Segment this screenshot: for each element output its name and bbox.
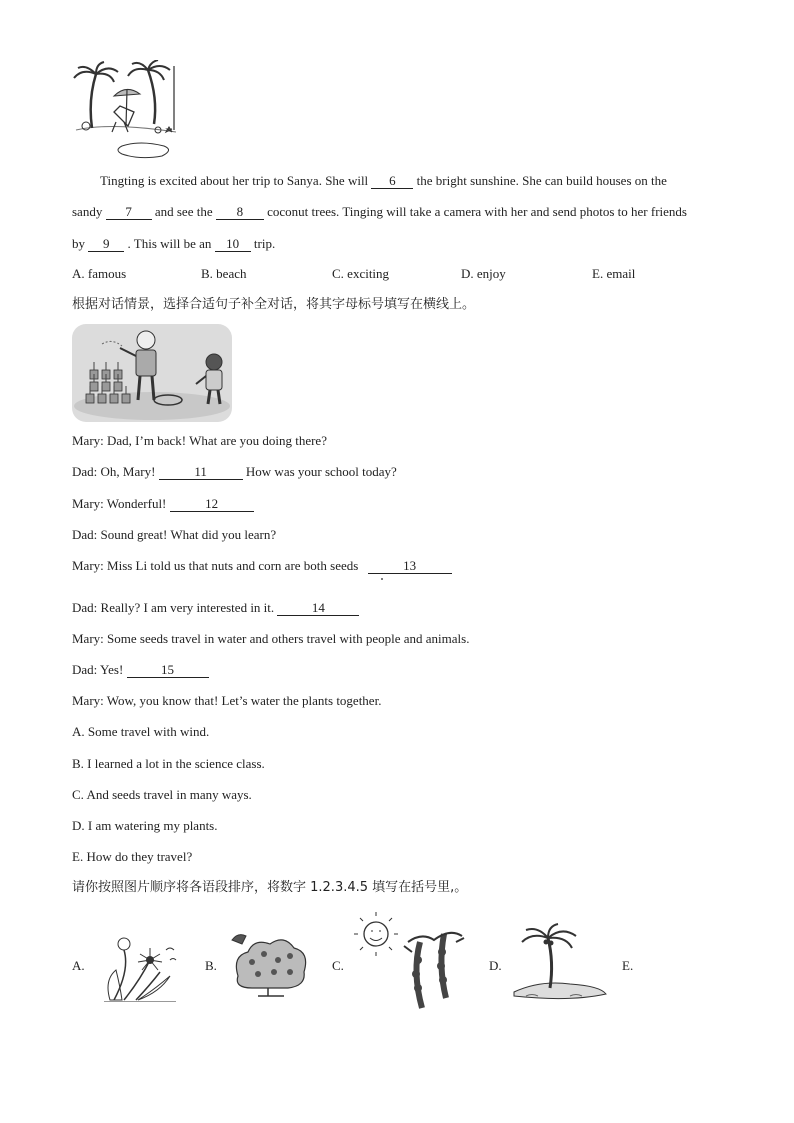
bush-bird-picture <box>228 926 312 1000</box>
dialogue-line-2: Dad: Oh, Mary! 11 How was your school today? <box>72 464 397 479</box>
option2-a: A. Some travel with wind. <box>72 724 210 739</box>
blank-9[interactable]: 9 <box>88 237 124 252</box>
passage-text: . This will be an <box>127 236 212 251</box>
dialogue-line-4: Dad: Sound great! What did you learn? <box>72 527 277 542</box>
passage-text: sandy <box>72 204 103 219</box>
passage-line-3 <box>72 236 275 252</box>
instruction-ordering: 请你按照图片顺序将各语段排序，将数字 1.2.3.4.5 填写在括号里,。 <box>72 880 468 895</box>
dialogue-line-8: Dad: Yes! 15 <box>72 662 209 678</box>
option2-c: C. And seeds travel in many ways. <box>72 787 252 802</box>
option-a: A. famous <box>72 266 127 281</box>
flower-picture <box>100 930 180 1002</box>
picture-label-b: B. <box>205 958 217 973</box>
option-c: C. exciting <box>332 266 390 281</box>
option2-d: D. I am watering my plants. <box>72 818 218 833</box>
option-b: B. beach <box>201 266 247 281</box>
blank-10[interactable]: 10 <box>215 237 251 252</box>
passage-text: Tingting is excited about her trip to Sanya. She will <box>100 173 369 188</box>
blank-11[interactable]: 11 <box>159 465 243 480</box>
passage-line-1 <box>100 173 667 189</box>
passage-line-2 <box>72 204 687 220</box>
island-coconut-tree-picture <box>510 922 610 1002</box>
stray-dot <box>381 578 383 580</box>
dialogue-line-5: Mary: Miss Li told us that nuts and corn are both seeds 13 <box>72 558 452 574</box>
option-d: D. enjoy <box>461 266 506 281</box>
picture-label-c: C. <box>332 958 344 973</box>
blank-8[interactable]: 8 <box>216 205 264 220</box>
blank-12[interactable]: 12 <box>170 497 254 512</box>
blank-7[interactable]: 7 <box>106 205 152 220</box>
passage-text: and see the <box>154 204 213 219</box>
passage-text: trip. <box>253 236 276 251</box>
passage-text: the bright sunshine. She can build houses on the <box>416 173 667 188</box>
picture-label-e: E. <box>622 958 634 973</box>
picture-label-a: A. <box>72 958 85 973</box>
watering-plants-illustration <box>72 324 232 422</box>
dialogue-line-3: Mary: Wonderful! 12 <box>72 496 254 512</box>
option2-e: E. How do they travel? <box>72 849 193 864</box>
instruction-dialogue: 根据对话情景，选择合适句子补全对话，将其字母标号填写在横线上。 <box>72 297 476 312</box>
beach-illustration <box>70 60 180 160</box>
blank-14[interactable]: 14 <box>277 601 359 616</box>
dialogue-line-7: Mary: Some seeds travel in water and others travel with people and animals. <box>72 631 470 646</box>
passage-text: by <box>72 236 85 251</box>
blank-15[interactable]: 15 <box>127 663 209 678</box>
blank-6[interactable]: 6 <box>371 174 413 189</box>
blank-13[interactable]: 13 <box>368 559 452 574</box>
option2-b: B. I learned a lot in the science class. <box>72 756 265 771</box>
sun-peapod-picture <box>352 912 472 1016</box>
dialogue-line-6: Dad: Really? I am very interested in it. 14 <box>72 600 359 616</box>
passage-text: coconut trees. Tinging will take a camera with her and send photos to her friends <box>267 204 687 219</box>
option-e: E. email <box>592 266 636 281</box>
dialogue-line-1: Mary: Dad, I’m back! What are you doing there? <box>72 433 327 448</box>
dialogue-line-9: Mary: Wow, you know that! Let’s water the plants together. <box>72 693 382 708</box>
picture-label-d: D. <box>489 958 502 973</box>
